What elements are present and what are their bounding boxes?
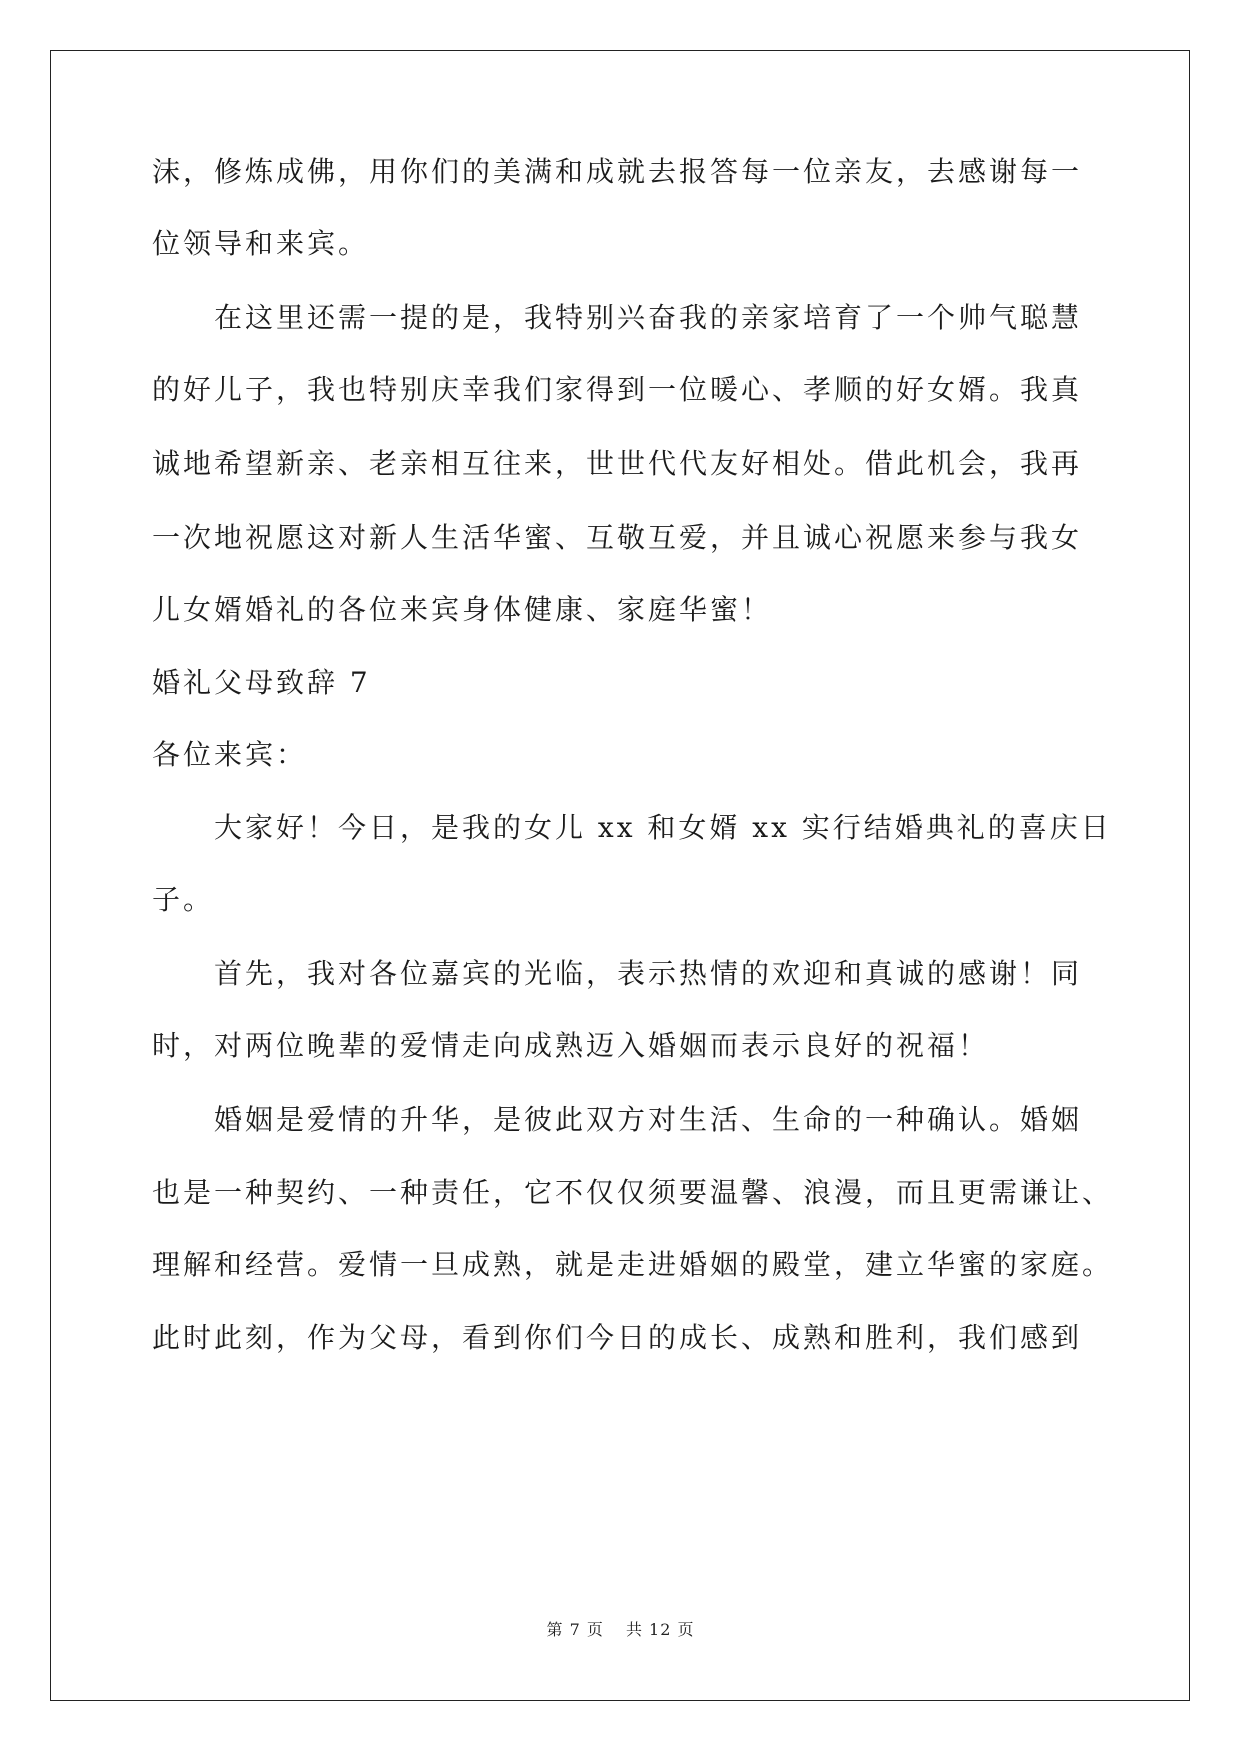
paragraph-line: 理解和经营。爱情一旦成熟，就是走进婚姻的殿堂，建立华蜜的家庭。 <box>152 1248 1114 1281</box>
paragraph-line: 大家好！今日，是我的女儿 xx 和女婿 xx 实行结婚典礼的喜庆日 <box>214 811 1112 844</box>
paragraph-line: 诚地希望新亲、老亲相互往来，世世代代友好相处。借此机会，我再 <box>152 447 1083 480</box>
page-number: 第 7 页 <box>546 1620 604 1639</box>
paragraph-line: 位领导和来宾。 <box>152 227 370 260</box>
page-total: 共 12 页 <box>625 1620 695 1639</box>
paragraph-line: 此时此刻，作为父母，看到你们今日的成长、成熟和胜利，我们感到 <box>152 1321 1083 1354</box>
paragraph-line: 首先，我对各位嘉宾的光临，表示热情的欢迎和真诚的感谢！同 <box>214 957 1083 990</box>
paragraph-line: 也是一种契约、一种责任，它不仅仅须要温馨、浪漫，而且更需谦让、 <box>152 1176 1114 1209</box>
paragraph-line: 在这里还需一提的是，我特别兴奋我的亲家培育了一个帅气聪慧 <box>214 301 1083 334</box>
paragraph-line: 儿女婿婚礼的各位来宾身体健康、家庭华蜜！ <box>152 593 773 626</box>
paragraph-line: 一次地祝愿这对新人生活华蜜、互敬互爱，并且诚心祝愿来参与我女 <box>152 521 1083 554</box>
salutation: 各位来宾： <box>152 738 308 771</box>
paragraph-line: 沫，修炼成佛，用你们的美满和成就去报答每一位亲友，去感谢每一 <box>152 155 1083 188</box>
section-heading: 婚礼父母致辞 7 <box>152 666 371 699</box>
paragraph-line: 的好儿子，我也特别庆幸我们家得到一位暖心、孝顺的好女婿。我真 <box>152 373 1083 406</box>
paragraph-line: 子。 <box>152 883 215 916</box>
page-footer <box>0 1620 1241 1640</box>
paragraph-line: 时，对两位晚辈的爱情走向成熟迈入婚姻而表示良好的祝福！ <box>152 1029 990 1062</box>
paragraph-line: 婚姻是爱情的升华，是彼此双方对生活、生命的一种确认。婚姻 <box>214 1103 1083 1136</box>
